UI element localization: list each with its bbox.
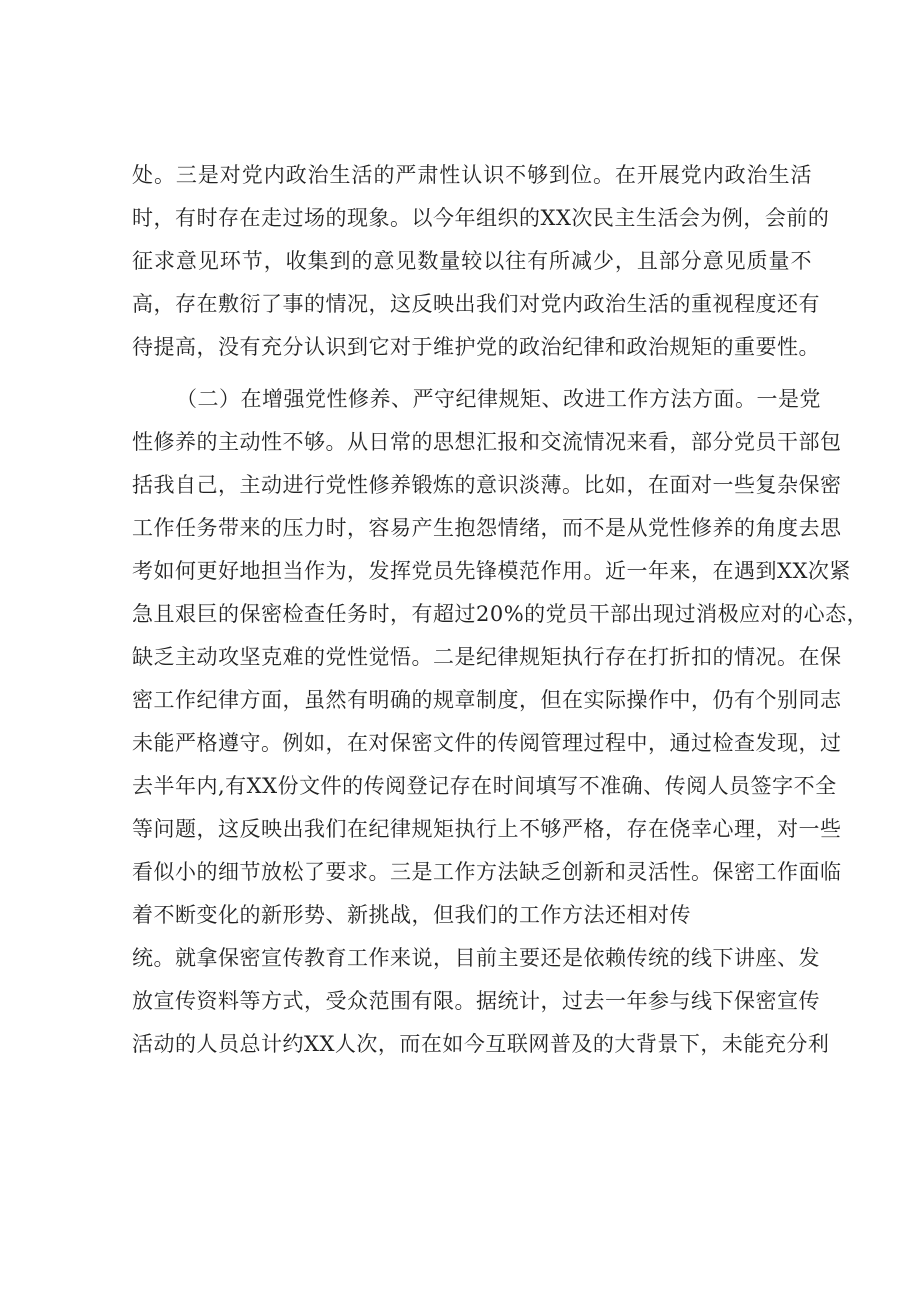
text-line: 时，有时存在走过场的现象。以今年组织的XX次民主生活会为例，会前的 bbox=[132, 206, 830, 230]
text-line: 处。三是对党内政治生活的严肃性认识不够到位。在开展党内政治生活 bbox=[132, 163, 812, 187]
text-line: 等问题，这反映出我们在纪律规矩执行上不够严格，存在侥幸心理，对一些 bbox=[132, 817, 842, 841]
text-line: 征求意见环节，收集到的意见数量较以往有所减少，且部分意见质量不 bbox=[132, 249, 812, 273]
text-line: 统。就拿保密宣传教育工作来说，目前主要还是依赖传统的线下讲座、发 bbox=[132, 946, 820, 970]
text-line: 急且艰巨的保密检查任务时，有超过20%的党员干部出现过消极应对的心态， bbox=[132, 602, 869, 626]
text-line: 未能严格遵守。例如，在对保密文件的传阅管理过程中，通过检查发现，过 bbox=[132, 731, 842, 755]
text-line: 高，存在敷衍了事的情况，这反映出我们对党内政治生活的重视程度还有 bbox=[132, 292, 820, 316]
text-line: 去半年内,有XX份文件的传阅登记存在时间填写不准确、传阅人员签字不全 bbox=[132, 774, 837, 798]
text-line: 括我自己，主动进行党性修养锻炼的意识淡薄。比如，在面对一些复杂保密 bbox=[132, 473, 842, 497]
text-line: 看似小的细节放松了要求。三是工作方法缺乏创新和灵活性。保密工作面临 bbox=[132, 860, 842, 884]
text-line: 放宣传资料等方式，受众范围有限。据统计，过去一年参与线下保密宣传 bbox=[132, 989, 820, 1013]
text-line: 性修养的主动性不够。从日常的思想汇报和交流情况来看，部分党员干部包 bbox=[132, 430, 842, 454]
text-line: 着不断变化的新形势、新挑战，但我们的工作方法还相对传 bbox=[132, 903, 691, 927]
text-line: 密工作纪律方面，虽然有明确的规章制度，但在实际操作中，仍有个别同志 bbox=[132, 688, 842, 712]
text-line: 待提高，没有充分认识到它对于维护党的政治纪律和政治规矩的重要性。 bbox=[132, 335, 820, 359]
text-line: 缺乏主动攻坚克难的党性觉悟。二是纪律规矩执行存在打折扣的情况。在保 bbox=[132, 645, 842, 669]
text-line: 活动的人员总计约XX人次，而在如今互联网普及的大背景下，未能充分利 bbox=[132, 1032, 830, 1056]
section-heading-line: （二）在增强党性修养、严守纪律规矩、改进工作方法方面。一是党 bbox=[176, 387, 821, 411]
text-line: 工作任务带来的压力时，容易产生抱怨情绪，而不是从党性修养的角度去思 bbox=[132, 516, 842, 540]
text-line: 考如何更好地担当作为，发挥党员先锋模范作用。近一年来，在遇到XX次紧 bbox=[132, 559, 851, 583]
